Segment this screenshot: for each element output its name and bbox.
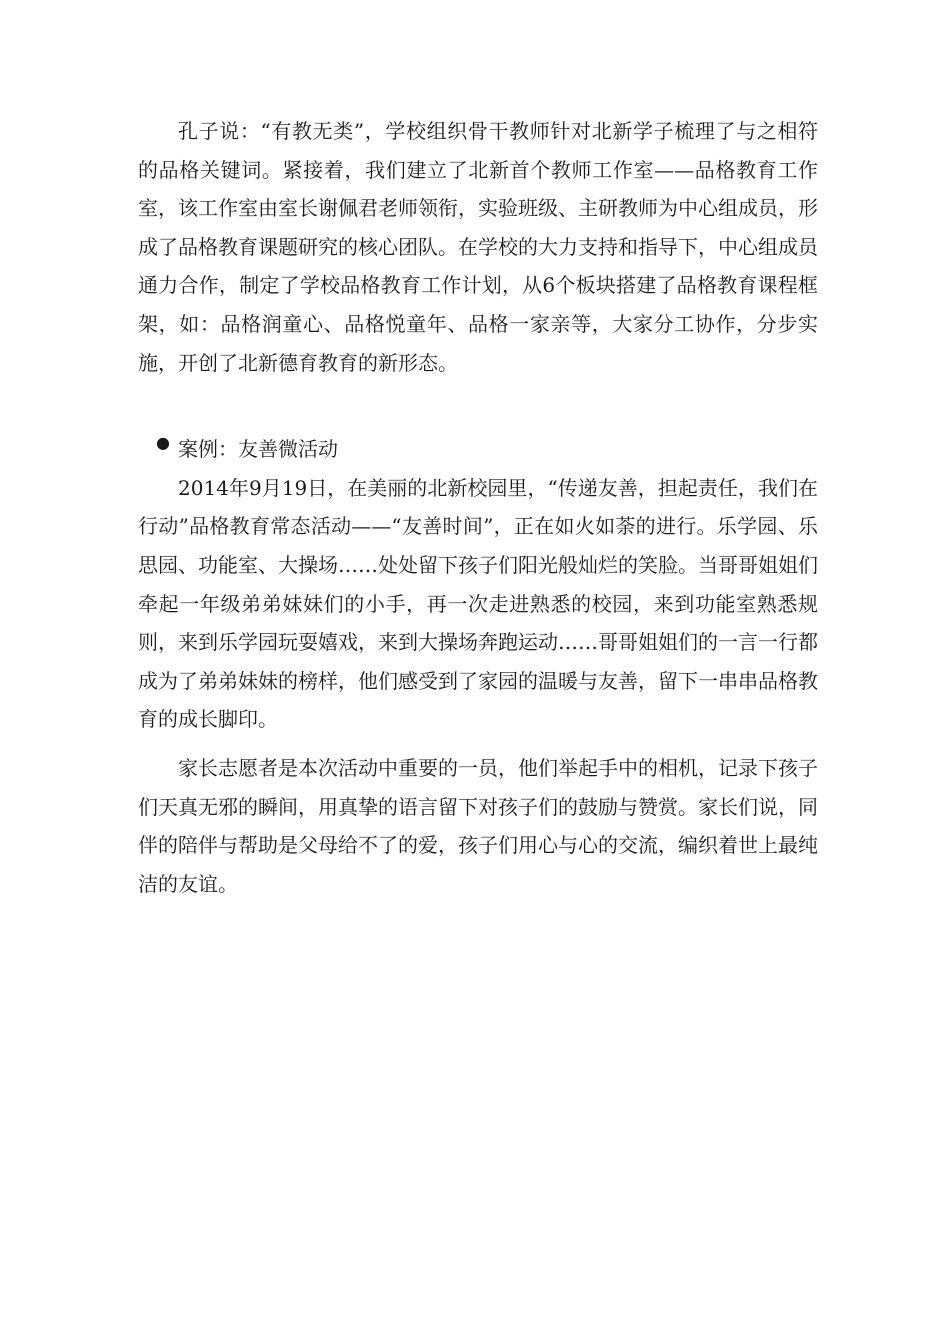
case-heading xyxy=(138,430,818,469)
paragraph-case-1: 2014年9月19日，在美丽的北新校园里，“传递友善，担起责任，我们在行动”品格教育常态活动——“友善时间”，正在如火如荼的进行。乐学园、乐思园、功能室、大操场……处处留下孩子们阳光般灿烂的笑脸。当哥哥姐姐们牵起一年级弟弟妹妹们的小手，再一次走进熟悉的校园，来到功能室熟悉规则，来到乐学园玩耍嬉戏，来到大操场奔跑运动……哥哥姐姐们的一言一行都成为了弟弟妹妹的榜样，他们感受到了家园的温暖与友善，留下一串串品格教育的成长脚印。 xyxy=(138,475,818,732)
section-spacer xyxy=(138,382,818,430)
paragraph-intro: 孔子说：“有教无类”，学校组织骨干教师针对北新学子梳理了与之相符的品格关键词。紧接着，我们建立了北新首个教师工作室——品格教育工作室，该工作室由室长谢佩君老师领衔，实验班级、主研教师为中心组成员，形成了品格教育课题研究的核心团队。在学校的大力支持和指导下，中心组成员通力合作，制定了学校品格教育工作计划，从6个板块搭建了品格教育课程框架，如：品格润童心、品格悦童年、品格一家亲等，大家分工协作，分步实施，开创了北新德育教育的新形态。 xyxy=(138,119,818,375)
bullet-icon: ● xyxy=(156,433,170,453)
case-heading-text: 案例：友善微活动 xyxy=(178,437,338,462)
document-body xyxy=(138,112,818,903)
paragraph-case-2: 家长志愿者是本次活动中重要的一员，他们举起手中的相机，记录下孩子们天真无邪的瞬间，用真挚的语言留下对孩子们的鼓励与赞赏。家长们说，同伴的陪伴与帮助是父母给不了的爱，孩子们用心与心的交流，编织着世上最纯洁的友谊。 xyxy=(138,755,818,896)
